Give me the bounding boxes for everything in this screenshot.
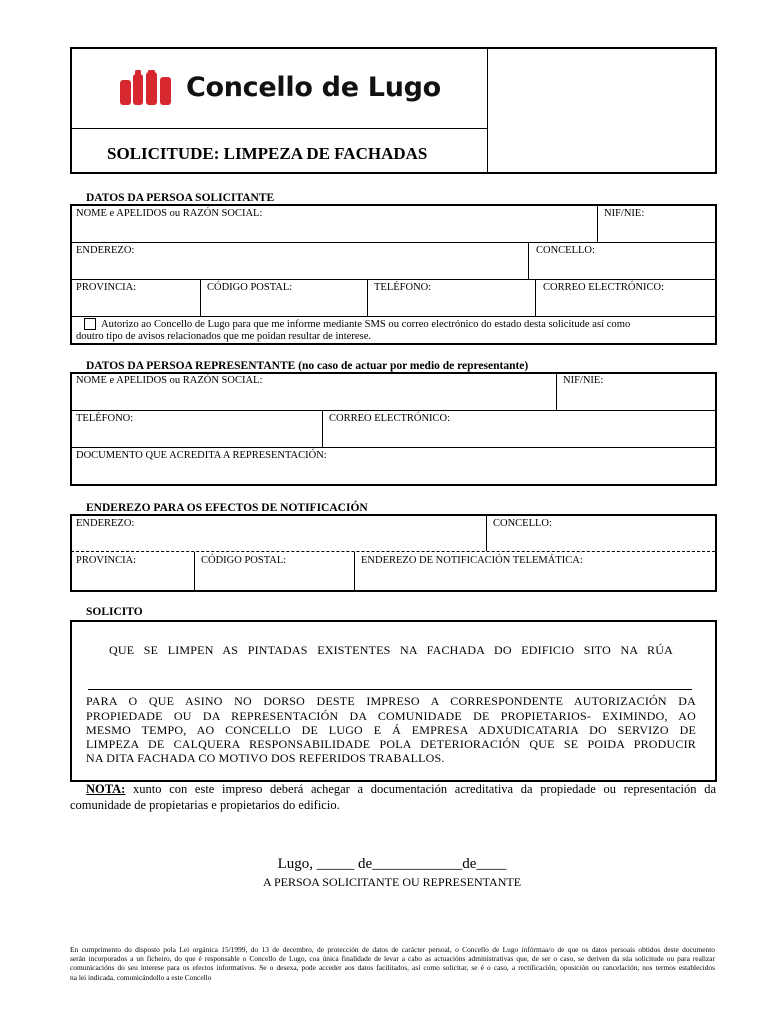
applicant-address-label: ENDEREZO:	[76, 245, 135, 256]
header-divider	[487, 48, 488, 173]
applicant-postal-divider	[200, 280, 201, 316]
representative-nif-divider	[556, 373, 557, 410]
applicant-email-divider	[535, 280, 536, 316]
notification-address-label: ENDEREZO:	[76, 518, 135, 529]
notification-council-divider	[486, 515, 487, 551]
representative-email-divider	[322, 411, 323, 447]
representative-row2-line	[71, 447, 715, 448]
applicant-row2-line	[71, 279, 715, 280]
signature-place-date: Lugo, _____ de____________de____	[277, 856, 507, 872]
page-title: SOLICITUDE: LIMPEZA DE FACHADAS	[107, 144, 428, 163]
logo-text: Concello de Lugo	[186, 72, 441, 103]
applicant-nif-divider	[597, 205, 598, 242]
representative-phone-label: TELÉFONO:	[76, 413, 134, 424]
applicant-row1-line	[71, 242, 715, 243]
applicant-nif-label: NIF/NIE:	[604, 208, 645, 219]
logo	[120, 70, 441, 112]
applicant-email-label: CORREO ELECTRÓNICO:	[543, 282, 665, 293]
notification-row1-line	[71, 551, 715, 552]
notification-telematic-label: ENDEREZO DE NOTIFICACIÓN TELEMÁTICA:	[361, 555, 583, 566]
applicant-province-label: PROVINCIA:	[76, 282, 137, 293]
applicant-phone-label: TELÉFONO:	[374, 282, 432, 293]
request-body-line4: LIMPEZA DE CALQUERA RESPONSABILIDADE POLA DETERIORACIÓN QUE SE POIDA PRODUCIR	[86, 737, 696, 751]
applicant-section-title: DATOS DA PERSOA SOLICITANTE	[86, 192, 275, 204]
applicant-name-label: NOME e APELIDOS ou RAZÓN SOCIAL:	[76, 208, 263, 219]
applicant-postal-label: CÓDIGO POSTAL:	[207, 282, 293, 293]
notification-box	[70, 514, 717, 592]
applicant-phone-divider	[367, 280, 368, 316]
representative-section-title: DATOS DA PERSOA REPRESENTANTE (no caso de actuar por medio de representante)	[86, 360, 529, 372]
consent-text-line1: Autorizo ao Concello de Lugo para que me informe mediante SMS ou correo electrónico do estado desta solicitude así como	[101, 319, 631, 330]
representative-box	[70, 372, 717, 486]
representative-email-label: CORREO ELECTRÓNICO:	[329, 413, 451, 424]
request-body-line1: PARA O QUE ASINO NO DORSO DESTE IMPRESO A CORRESPONDENTE AUTORIZACIÓN DA	[86, 694, 696, 708]
request-line1: QUE SE LIMPEN AS PINTADAS EXISTENTES NA FACHADA DO EDIFICIO SITO NA RÚA	[109, 643, 673, 657]
notification-province-label: PROVINCIA:	[76, 555, 137, 566]
legal-line3: comunicacións do seu interese para os efectos informativos. Se o desexa, pode acceder aos datos facilitados, así como solicitar, se é o caso, a rectificación, oposición ou cancelación, nos termos establecidos	[70, 963, 715, 973]
note-label: NOTA:	[86, 782, 126, 796]
notification-postal-divider	[194, 552, 195, 591]
signature-caption: A PERSOA SOLICITANTE OU REPRESENTANTE	[262, 875, 522, 889]
representative-nif-label: NIF/NIE:	[563, 375, 604, 386]
request-body-line3: MESMO TEMPO, AO CONCELLO DE LUGO E Á EMPRESA ADXUDICATARIA DO SERVIZO DE	[86, 723, 696, 737]
logo-mark-icon	[120, 70, 182, 110]
representative-document-label: DOCUMENTO QUE ACREDITA A REPRESENTACIÓN:	[76, 450, 327, 461]
applicant-council-divider	[528, 243, 529, 279]
notification-council-label: CONCELLO:	[493, 518, 552, 529]
notification-postal-label: CÓDIGO POSTAL:	[201, 555, 287, 566]
street-blank-line	[88, 689, 692, 690]
header-separator	[71, 128, 487, 129]
applicant-council-label: CONCELLO:	[536, 245, 595, 256]
consent-text-line2: doutro tipo de avisos relacionados que me poidan resultar de interese.	[76, 331, 372, 342]
legal-line2: serán incorporados a un ficheiro, do que é responsable o Concello de Lugo, coa única finalidade de levar a cabo as actuacións administrativas que, de ser o caso, se deriven da súa solicitude ou para realizar	[70, 954, 715, 964]
legal-line1: En cumprimento do disposto pola Lei orgánica 15/1999, do 13 de decembro, de protección de datos de carácter persoal, o Concello de Lugo infórmaa/o de que os datos persoais obtidos deste documento	[70, 945, 715, 954]
note-text: xunto con este impreso deberá achegar a documentación acreditativa da propiedade ou representación da	[125, 782, 716, 796]
representative-row1-line	[71, 410, 715, 411]
legal-line4: na lei indicada, comunicándollo a este Concello	[70, 972, 212, 982]
request-section-title: SOLICITO	[86, 606, 143, 618]
note-text2: comunidade de propietarias e propietarios do edificio.	[70, 798, 340, 812]
request-body-line2: PROPIEDADE OU DA REPRESENTACIÓN DA COMUNIDADE DE PROPIETARIOS- EXIMINDO, AO	[86, 709, 696, 723]
note	[70, 781, 716, 813]
applicant-row3-line	[71, 316, 715, 317]
legal-footer	[70, 945, 715, 982]
request-body-line5: NA DITA FACHADA CO MOTIVO DOS REFERIDOS TRABALLOS.	[86, 751, 445, 765]
representative-name-label: NOME e APELIDOS ou RAZÓN SOCIAL:	[76, 375, 263, 386]
consent-checkbox[interactable]	[84, 318, 96, 330]
notification-section-title: ENDEREZO PARA OS EFECTOS DE NOTIFICACIÓN	[86, 502, 368, 514]
notification-telematic-divider	[354, 552, 355, 591]
